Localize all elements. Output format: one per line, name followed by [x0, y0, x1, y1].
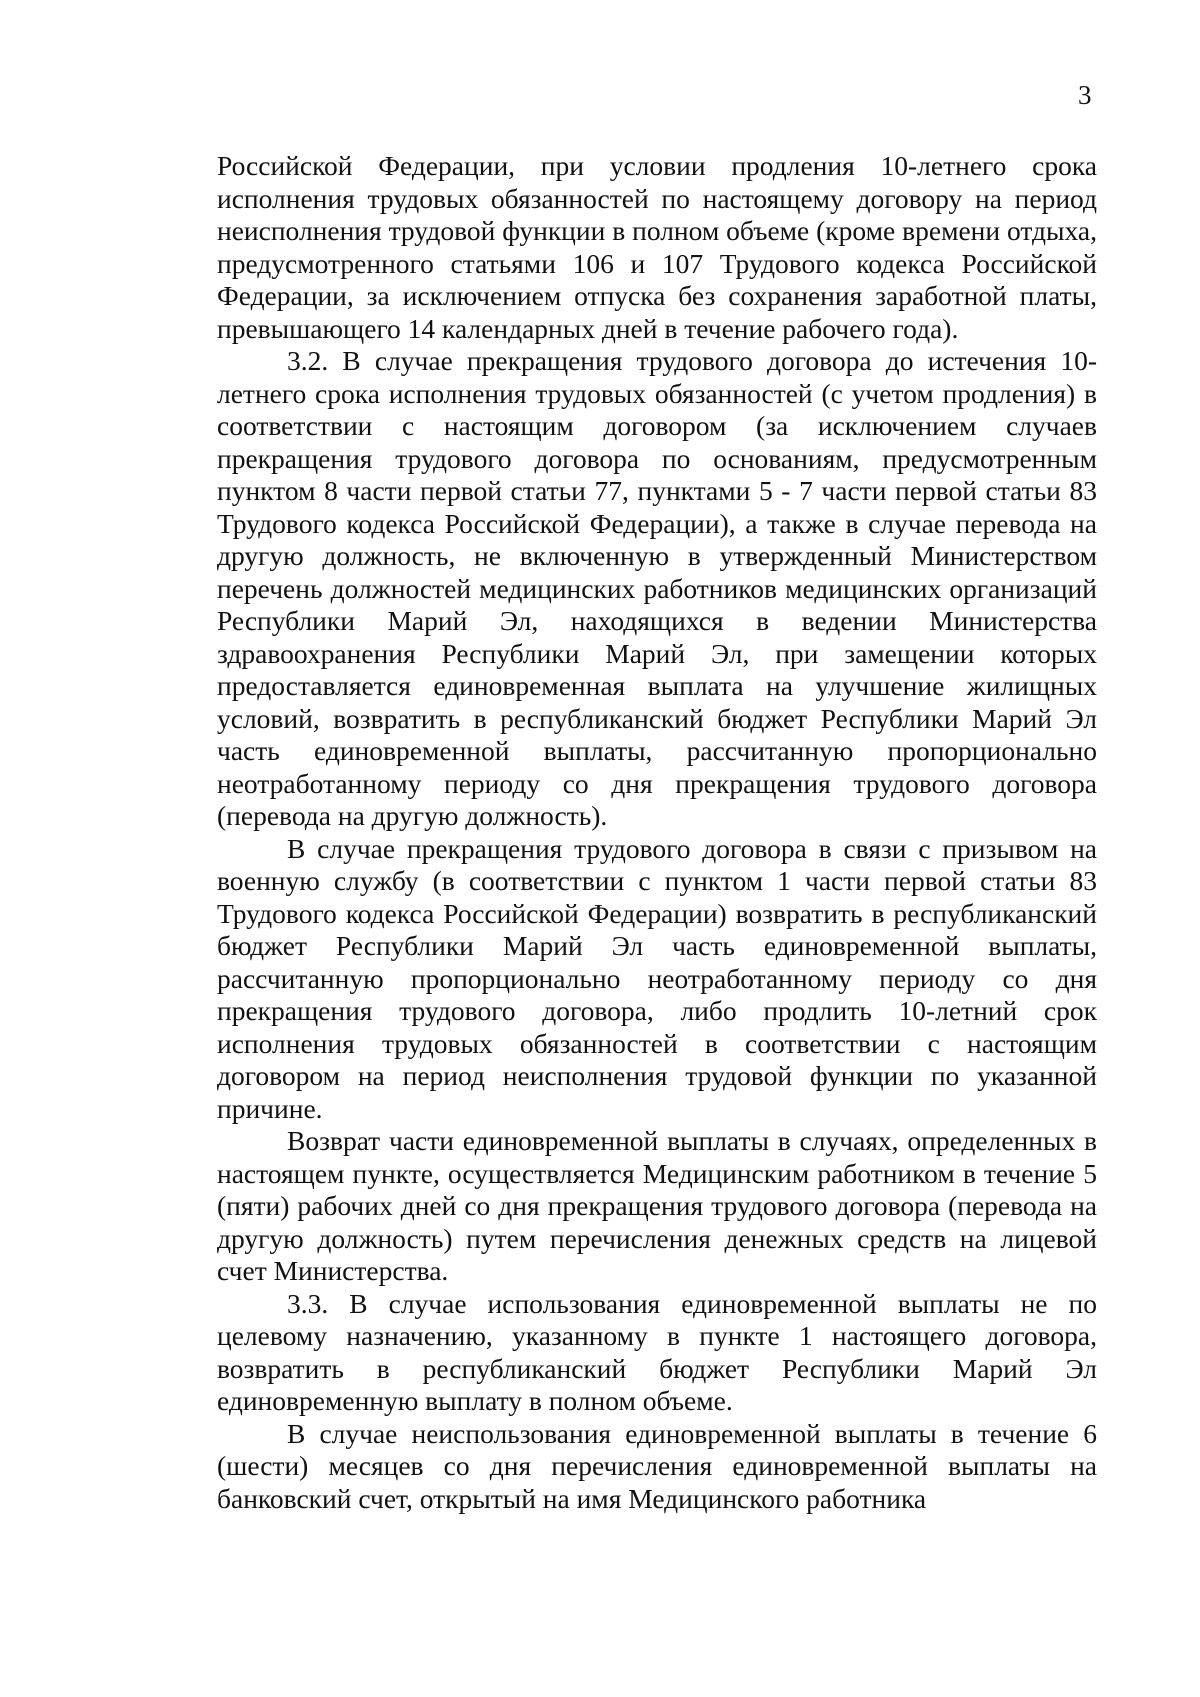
paragraph: Российской Федерации, при условии продления 10-летнего срока исполнения трудовых обязанностей по настоящему договору на период неисполнения трудовой функции в полном объеме (кроме времени отдыха, предусмотренного статьями 106 и 107 Трудового кодекса Российской Федерации, за исключением отпуска без сохранения заработной платы, превышающего 14 календарных дней в течение рабочего года).	[217, 150, 1097, 344]
paragraph: В случае прекращения трудового договора в связи с призывом на военную службу (в соответствии с пунктом 1 части первой статьи 83 Трудового кодекса Российской Федерации) возвратить в республиканский бюджет Республики Марий Эл часть единовременной выплаты, рассчитанную пропорционально неотработанному периоду со дня прекращения трудового договора, либо продлить 10-летний срок исполнения трудовых обязанностей в соответствии с настоящим договором на период неисполнения трудовой функции по указанной причине.	[217, 832, 1097, 1124]
page-number: 3	[1078, 80, 1092, 110]
paragraph-clause-3-3: 3.3. В случае использования единовременной выплаты не по целевому назначению, указанному в пункте 1 настоящего договора, возвратить в республиканский бюджет Республики Марий Эл единовременную выплату в полном объеме.	[217, 1287, 1097, 1416]
paragraph: Возврат части единовременной выплаты в случаях, определенных в настоящем пункте, осуществляется Медицинским работником в течение 5 (пяти) рабочих дней со дня прекращения трудового договора (перевода на другую должность) путем перечисления денежных средств на лицевой счет Министерства.	[217, 1125, 1097, 1286]
paragraph-clause-3-2: 3.2. В случае прекращения трудового договора до истечения 10-летнего срока исполнения трудовых обязанностей (с учетом продления) в соответствии с настоящим договором (за исключением случаев прекращения трудового договора по основаниям, предусмотренным пунктом 8 части первой статьи 77, пунктами 5 - 7 части первой статьи 83 Трудового кодекса Российской Федерации), а также в случае перевода на другую должность, не включенную в утвержденный Министерством перечень должностей медицинских работников медицинских организаций Республики Марий Эл, находящихся в ведении Министерства здравоохранения Республики Марий Эл, при замещении которых предоставляется единовременная выплата на улучшение жилищных условий, возвратить в республиканский бюджет Республики Марий Эл часть единовременной выплаты, рассчитанную пропорционально неотработанному периоду со дня прекращения трудового договора (перевода на другую должность).	[217, 345, 1097, 831]
document-body	[217, 150, 1097, 1515]
paragraph: В случае неиспользования единовременной выплаты в течение 6 (шести) месяцев со дня перечисления единовременной выплаты на банковский счет, открытый на имя Медицинского работника	[217, 1417, 1097, 1514]
